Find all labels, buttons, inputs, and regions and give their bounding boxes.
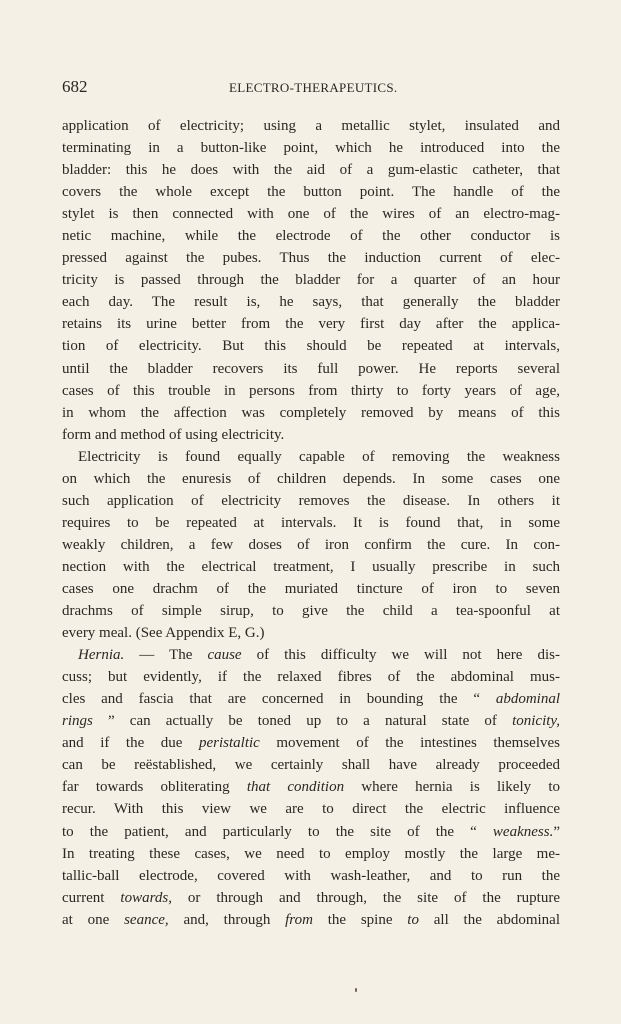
text-line: weakly children, a few doses of iron confirm the cure. In con- [62, 536, 560, 553]
text-line: tallic-ball electrode, covered with wash-leather, and to run the [62, 867, 560, 884]
body-text [62, 115, 560, 931]
page-number: 682 [62, 77, 88, 96]
text-line: cases one drachm of the muriated tincture of iron to seven [62, 580, 560, 597]
text-line: pressed against the pubes. Thus the induction current of elec- [62, 250, 560, 267]
text-line: Electricity is found equally capable of removing the weakness [78, 448, 560, 465]
text-line: covers the whole except the button point. The handle of the [62, 184, 560, 201]
text-line: until the bladder recovers its full power. He reports several [62, 360, 560, 377]
text-line: in whom the affection was completely removed by means of this [62, 404, 560, 421]
text-line: at one seance, and, through from the spine to all the abdominal [62, 911, 560, 928]
text-line: to the patient, and particularly to the site of the “ weakness.” [62, 823, 560, 840]
text-line: such application of electricity removes the disease. In others it [62, 492, 560, 509]
text-line: tricity is passed through the bladder for a quarter of an hour [62, 272, 560, 289]
text-line: every meal. (See Appendix E, G.) [62, 625, 265, 642]
text-line: cles and fascia that are concerned in bounding the “ abdominal [62, 691, 560, 708]
text-line: In treating these cases, we need to employ mostly the large me- [62, 845, 560, 862]
text-line: requires to be repeated at intervals. It is found that, in some [62, 514, 560, 531]
text-line: application of electricity; using a metallic stylet, insulated and [62, 118, 560, 134]
text-line: netic machine, while the electrode of the other conductor is [62, 228, 560, 245]
text-line: recur. With this view we are to direct the electric influence [62, 801, 560, 818]
text-line: stylet is then connected with one of the wires of an electro-mag- [62, 206, 560, 223]
text-line: rings ” can actually be toned up to a natural state of tonicity, [62, 713, 560, 730]
text-line: on which the enuresis of children depends. In some cases one [62, 470, 560, 487]
text-line: nection with the electrical treatment, I usually prescribe in such [62, 558, 560, 575]
text-line: can be reëstablished, we certainly shall have already proceeded [62, 757, 560, 774]
text-line: tion of electricity. But this should be repeated at intervals, [62, 338, 560, 355]
text-line: cuss; but evidently, if the relaxed fibres of the abdominal mus- [62, 669, 560, 686]
text-line: bladder: this he does with the aid of a gum-elastic catheter, that [62, 162, 560, 179]
text-line: far towards obliterating that condition where hernia is likely to [62, 779, 560, 796]
text-line: drachms of simple sirup, to give the child a tea-spoonful at [62, 603, 560, 620]
text-line: retains its urine better from the very first day after the applica- [62, 316, 560, 333]
text-line: terminating in a button-like point, which he introduced into the [62, 140, 560, 157]
text-line: cases of this trouble in persons from thirty to forty years of age, [62, 382, 560, 399]
text-line: and if the due peristaltic movement of the intestines themselves [62, 735, 560, 752]
text-line: current towards, or through and through, the site of the rupture [62, 889, 560, 906]
text-line: Hernia. — The cause of this difficulty we will not here dis- [78, 647, 560, 664]
running-head: ELECTRO-THERAPEUTICS. [229, 80, 398, 95]
text-line: form and method of using electricity. [62, 426, 285, 443]
print-speck [355, 988, 357, 992]
page-header [62, 77, 562, 97]
text-line: each day. The result is, he says, that generally the bladder [62, 294, 560, 311]
